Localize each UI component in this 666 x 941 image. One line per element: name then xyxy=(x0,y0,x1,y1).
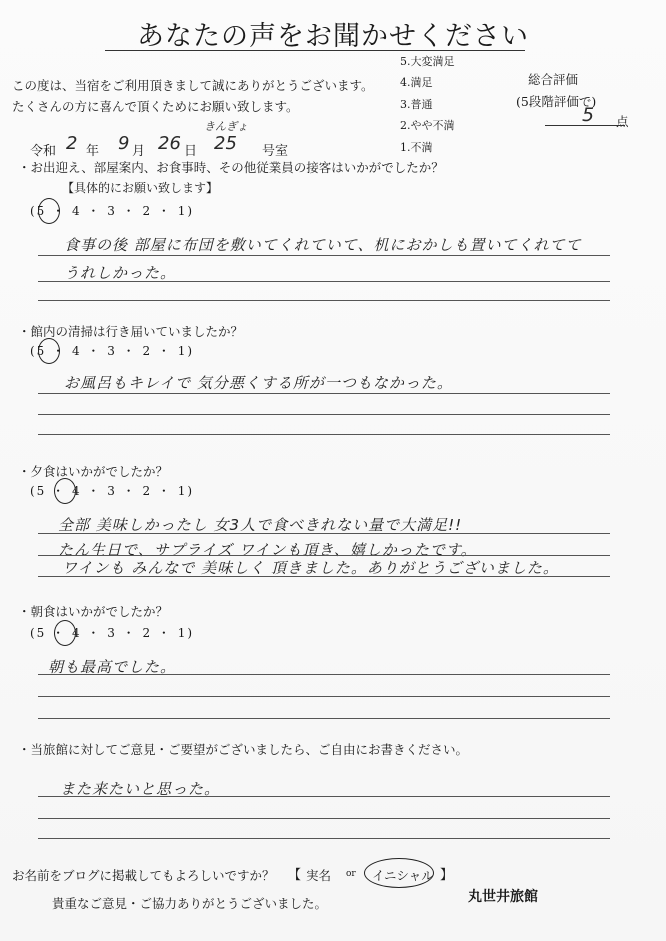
date-month: 9 xyxy=(118,133,130,154)
date-day: 26 xyxy=(158,133,181,154)
answer-rule xyxy=(38,300,610,301)
scale-1: 1.不満 xyxy=(400,141,433,154)
blog-bracket-close: 】 xyxy=(440,868,454,883)
scale-3: 3.普通 xyxy=(400,98,433,111)
answer-rule xyxy=(38,533,610,534)
overall-unit: 点 xyxy=(616,114,629,129)
overall-score: 5 xyxy=(582,104,595,126)
answer-rule xyxy=(38,255,610,256)
question-4-selected-circle xyxy=(54,620,76,646)
question-3-answer-line-3: ワインも みんなで 美味しく 頂きました。ありがとうございました。 xyxy=(62,559,559,577)
question-1-answer-line-1: 食事の後 部屋に布団を敷いてくれていて、机におかしも置いてくれてて xyxy=(64,236,582,254)
answer-rule xyxy=(38,818,610,819)
question-3-selected-circle xyxy=(54,478,76,504)
room-unit: 号室 xyxy=(262,144,289,159)
question-4: ・朝食はいかがでしたか？ xyxy=(18,604,169,619)
answer-rule xyxy=(38,796,610,797)
scale-4: 4.満足 xyxy=(400,76,433,89)
intro-line-2: たくさんの方に喜んで頂くためにお願い致します。 xyxy=(12,99,299,114)
question-4-rating: (5 ・ 4 ・ 3 ・ 2 ・ 1) xyxy=(30,626,195,640)
answer-rule xyxy=(38,718,610,719)
date-era: 令和 xyxy=(30,144,57,159)
blog-question: お名前をブログに掲載してもよろしいですか？ xyxy=(12,868,275,883)
page-title: あなたの声をお聞かせください xyxy=(137,21,529,52)
blog-option-real-name: 実名 xyxy=(306,868,332,883)
room-number: 25 xyxy=(214,133,237,154)
blog-or: or xyxy=(346,869,356,879)
answer-rule xyxy=(38,393,610,394)
overall-sublabel: (5段階評価で) xyxy=(516,94,597,109)
scale-2: 2.やや不満 xyxy=(400,119,455,132)
answer-rule xyxy=(38,696,610,697)
date-day-unit: 日 xyxy=(184,144,198,159)
question-1: ・お出迎え、部屋案内、お食事時、その他従業員の接客はいかがでしたか？ xyxy=(18,160,444,175)
date-year-unit: 年 xyxy=(86,144,100,159)
ryokan-name: 丸世井旅館 xyxy=(468,889,538,905)
date-year: 2 xyxy=(66,133,78,154)
scale-5: 5.大変満足 xyxy=(400,55,455,68)
blog-option-initial: イニシャル xyxy=(372,868,434,883)
intro-line-1: この度は、当宿をご利用頂きまして誠にありがとうございます。 xyxy=(12,78,374,93)
question-1-subtext: 【具体的にお願い致します】 xyxy=(62,181,219,195)
question-2-rating: (5 ・ 4 ・ 3 ・ 2 ・ 1) xyxy=(30,344,195,358)
overall-score-underline xyxy=(545,125,625,126)
answer-rule xyxy=(38,576,610,577)
answer-rule xyxy=(38,674,610,675)
room-name-note: きんぎょ xyxy=(204,120,248,133)
question-5-answer-line-1: また来たいと思った。 xyxy=(60,780,221,798)
question-2: ・館内の清掃は行き届いていましたか？ xyxy=(18,324,244,339)
question-5: ・当旅館に対してご意見・ご要望がございましたら、ご自由にお書きください。 xyxy=(18,742,469,757)
question-1-selected-circle xyxy=(38,198,60,224)
question-1-rating: (5 ・ 4 ・ 3 ・ 2 ・ 1) xyxy=(30,204,195,218)
question-3-rating: (5 ・ 4 ・ 3 ・ 2 ・ 1) xyxy=(30,484,195,498)
question-2-selected-circle xyxy=(38,338,60,364)
title-underline xyxy=(105,50,525,51)
answer-rule xyxy=(38,555,610,556)
answer-rule xyxy=(38,414,610,415)
question-3-answer-line-1: 全部 美味しかったし 女3人で食べきれない量で大満足!! xyxy=(58,516,463,534)
question-1-answer-line-2: うれしかった。 xyxy=(64,264,177,282)
question-3: ・夕食はいかがでしたか？ xyxy=(18,464,169,479)
answer-rule xyxy=(38,838,610,839)
question-3-answer-line-2: たん生日で、サプライズ ワインも頂き、嬉しかったです。 xyxy=(58,541,477,559)
question-2-answer-line-1: お風呂もキレイで 気分悪くする所が一つもなかった。 xyxy=(64,374,453,392)
answer-rule xyxy=(38,434,610,435)
footer-thanks: 貴重なご意見・ご協力ありがとうございました。 xyxy=(52,896,328,911)
answer-rule xyxy=(38,281,610,282)
overall-label: 総合評価 xyxy=(528,72,579,87)
date-month-unit: 月 xyxy=(132,144,146,159)
blog-bracket-open: 【 xyxy=(288,868,302,883)
question-4-answer-line-1: 朝も最高でした。 xyxy=(48,658,177,676)
blog-selected-ellipse xyxy=(364,858,434,888)
